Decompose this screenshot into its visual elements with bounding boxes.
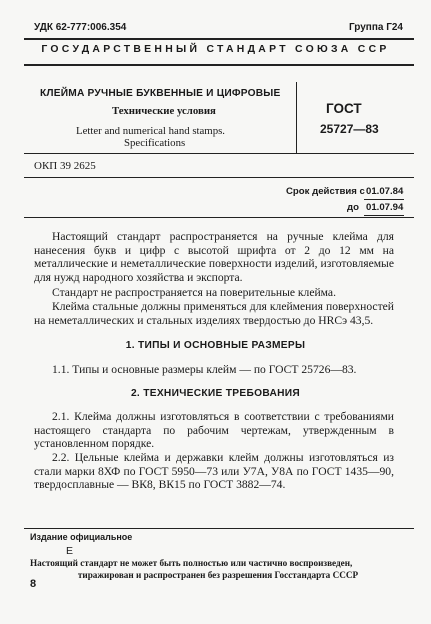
- english-title-line1: Letter and numerical hand stamps.: [76, 125, 226, 137]
- section-2-heading: 2. ТЕХНИЧЕСКИЕ ТРЕБОВАНИЯ: [130, 388, 301, 399]
- section-1-heading: 1. ТИПЫ И ОСНОВНЫЕ РАЗМЕРЫ: [125, 340, 306, 351]
- edition-letter: Е: [66, 545, 74, 557]
- okp-rule: [24, 177, 414, 178]
- validity-from-label: Срок действия с: [286, 186, 365, 197]
- header-rule-bottom: [24, 64, 414, 66]
- standard-title: ГОСУДАРСТВЕННЫЙ СТАНДАРТ СОЮЗА ССР: [41, 44, 390, 55]
- intro-paragraph-2: Стандарт не распространяется на поверительные клейма.: [52, 286, 336, 299]
- validity-from-date: 01.07.84: [366, 186, 404, 197]
- section-2-paragraph-1: 2.1. Клейма должны изготовляться в соответствии с требованиями настоящего стандарта по рабочим чертежам, утвержденным в установленном порядке.: [34, 410, 394, 451]
- gost-number: 25727—83: [320, 122, 379, 136]
- english-title-line2: Specifications: [124, 137, 186, 149]
- title-block-rule: [24, 153, 414, 154]
- intro-paragraph-1: Настоящий стандарт распространяется на ручные клейма для нанесения букв и цифр с высотой шрифта от 2 до 12 мм на металлические и неметаллические поверхности изделий, изготовляемые для нужд народного хозяйства и экспорта.: [34, 230, 394, 284]
- document-subtitle: Технические условия: [112, 105, 216, 117]
- document-title: КЛЕЙМА РУЧНЫЕ БУКВЕННЫЕ И ЦИФРОВЫЕ: [40, 88, 281, 99]
- section-1-paragraph-1: 1.1. Типы и основные размеры клейм — по ГОСТ 25726—83.: [52, 363, 357, 376]
- okp-code: ОКП 39 2625: [34, 160, 96, 172]
- footer-rule: [24, 528, 414, 529]
- validity-to-date: 01.07.94: [366, 202, 404, 213]
- page-number: 8: [30, 578, 37, 590]
- copyright-notice-line1: Настоящий стандарт не может быть полностью или частично воспроизведен,: [30, 558, 353, 568]
- validity-rule: [24, 217, 414, 218]
- official-edition: Издание официальное: [30, 532, 133, 542]
- validity-to-underline: [364, 215, 404, 216]
- validity-to-label: до: [347, 202, 359, 213]
- group-code: Группа Г24: [348, 22, 403, 33]
- title-block-divider: [296, 82, 297, 154]
- gost-label: ГОСТ: [326, 101, 362, 116]
- header-rule-top: [24, 38, 414, 40]
- copyright-notice-line2: тиражирован и распространен без разрешения Госстандарта СССР: [77, 570, 359, 580]
- intro-paragraph-3: Клейма стальные должны применяться для клеймения поверхностей на неметаллических и стальных изделиях твердостью до HRCэ 43,5.: [34, 300, 394, 327]
- udk-code: УДК 62-777:006.354: [34, 22, 127, 33]
- validity-from-underline: [364, 199, 404, 200]
- section-2-paragraph-2: 2.2. Цельные клейма и державки клейм должны изготовляться из стали марки 8ХФ по ГОСТ 5950—73 или У7А, У8А по ГОСТ 1435—90, твердосплавные — ВК8, ВК15 по ГОСТ 3882—74.: [34, 451, 394, 492]
